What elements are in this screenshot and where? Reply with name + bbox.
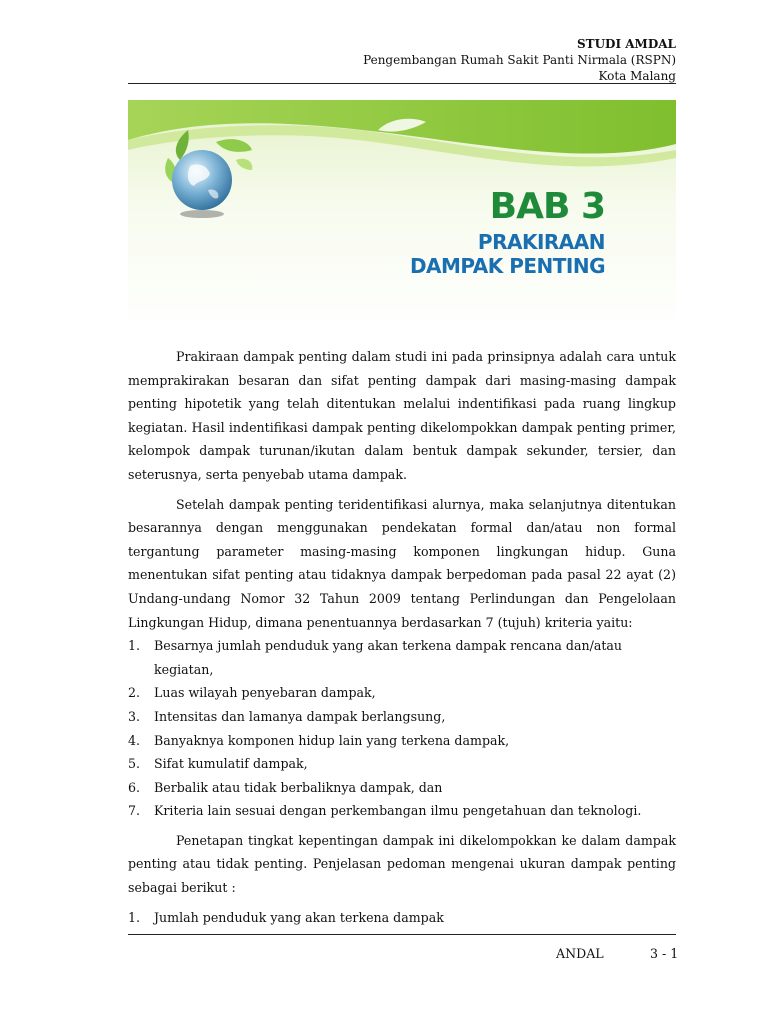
list-item: 1. Besarnya jumlah penduduk yang akan terkena dampak rencana dan/atau kegiatan,: [128, 638, 623, 677]
list-item: 6. Berbalik atau tidak berbaliknya dampak, dan: [128, 779, 443, 795]
header-divider: [128, 83, 676, 84]
paragraph-intro: Prakiraan dampak penting dalam studi ini pada prinsipnya adalah cara untuk memprakirakan besaran dan sifat penting dampak dari masing-masing dampak penting hipotetik yang telah ditentukan melalui indentifikasi pada ruang lingkup kegiatan. Hasil indentifikasi dampak penting dikelompokkan dampak penting primer, kelompok dampak turunan/ikutan dalam bentuk dampak sekunder, tersier, dan seterusnya, serta penyebab utama dampak.: [128, 349, 676, 482]
list-item: 5. Sifat kumulatif dampak,: [128, 756, 308, 772]
list-item: 7. Kriteria lain sesuai dengan perkembangan ilmu pengetahuan dan teknologi.: [128, 803, 642, 819]
header-location: Kota Malang: [598, 69, 676, 83]
chapter-title-line2: DAMPAK PENTING: [409, 254, 605, 278]
list-item: 3. Intensitas dan lamanya dampak berlangsung,: [128, 708, 446, 724]
list-item: 2. Luas wilayah penyebaran dampak,: [128, 685, 376, 701]
paragraph-method: Setelah dampak penting teridentifikasi alurnya, maka selanjutnya ditentukan besarannya dengan menggunakan pendekatan formal dan/atau non formal tergantung parameter masing-masing komponen lingkungan hidup. Guna menentukan sifat penting atau tidaknya dampak berpedoman pada pasal 22 ayat (2) Undang-undang Nomor 32 Tahun 2009 tentang Perlindungan dan Pengelolaan Lingkungan Hidup, dimana penentuannya berdasarkan 7 (tujuh) kriteria yaitu:: [128, 496, 676, 630]
criteria-list: [128, 634, 676, 823]
guidance-list: [128, 906, 676, 930]
chapter-title-line1: PRAKIRAAN: [477, 230, 605, 254]
header-subtitle: Pengembangan Rumah Sakit Panti Nirmala (RSPN): [363, 53, 676, 67]
page-header: [128, 36, 676, 84]
page-number: 3 - 1: [650, 946, 679, 961]
paragraph-guidance: Penetapan tingkat kepentingan dampak ini dikelompokkan ke dalam dampak penting atau tidak penting. Penjelasan pedoman mengenai ukuran dampak penting sebagai berikut :: [128, 832, 676, 896]
list-item: 1. Jumlah penduduk yang akan terkena dampak: [128, 909, 444, 925]
footer-document-name: ANDAL: [556, 946, 604, 961]
document-body: [128, 345, 676, 935]
chapter-banner: [128, 100, 676, 336]
list-item: 4. Banyaknya komponen hidup lain yang terkena dampak,: [128, 732, 510, 748]
chapter-number: BAB 3: [489, 186, 605, 227]
header-title: STUDI AMDAL: [576, 37, 676, 51]
footer-divider: [128, 934, 676, 935]
